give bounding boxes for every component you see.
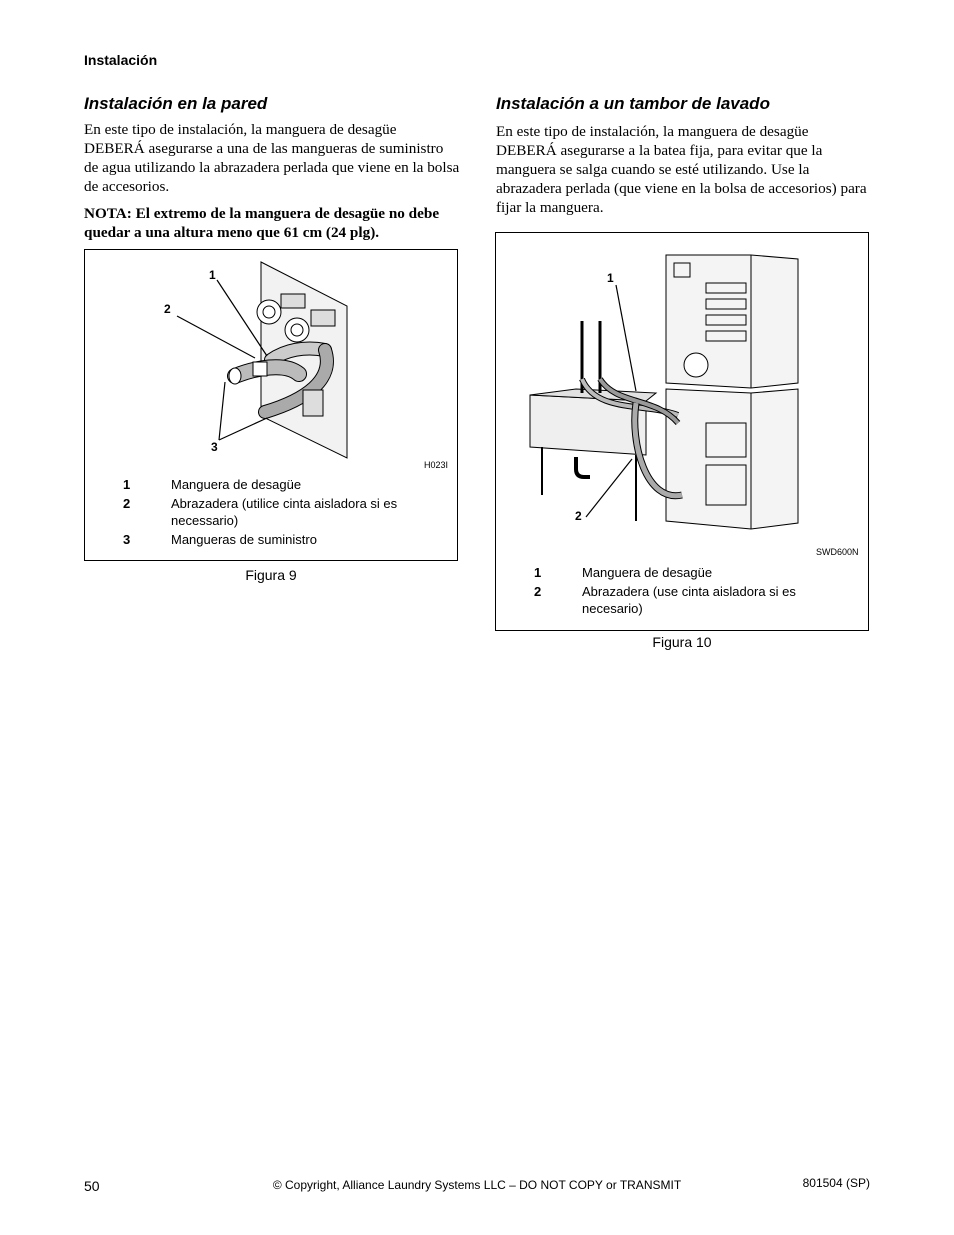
legend-number: 2	[123, 496, 131, 511]
left-note: NOTA: El extremo de la manguera de desagüe no debe quedar a una altura meno que 61 cm (24 plg).	[84, 205, 440, 241]
legend-row	[123, 476, 423, 493]
section-header: Instalación	[84, 52, 158, 68]
left-title: Instalación en la pared	[84, 94, 268, 113]
right-column	[496, 94, 870, 217]
legend-number: 1	[123, 477, 131, 492]
legend-number: 3	[123, 532, 131, 547]
figure-9-illustration	[85, 250, 457, 470]
figure-9-callout-3: 3	[211, 440, 218, 454]
figure-10-legend	[534, 564, 834, 619]
left-column	[84, 94, 460, 242]
legend-row	[123, 531, 423, 548]
right-paragraph: En este tipo de instalación, la manguera de desagüe DEBERÁ asegurarse a la batea fija, para evitar que la manguera se salga cuando se esté utilizando. Use la abrazadera perlada (que viene en la bolsa de accesorios) para fijar la manguera.	[496, 123, 867, 216]
legend-text: Abrazadera (utilice cinta aisladora si es necessario)	[171, 496, 398, 528]
legend-number: 2	[534, 584, 542, 599]
page-number: 50	[84, 1178, 100, 1194]
figure-9-legend	[123, 476, 423, 550]
figure-10-callout-1: 1	[607, 271, 614, 285]
legend-row	[123, 495, 423, 529]
document-number: 801504 (SP)	[802, 1176, 870, 1190]
figure-9-callout-1: 1	[209, 268, 216, 282]
figure-10-box	[495, 232, 869, 631]
figure-9-code: H023I	[424, 460, 449, 470]
figure-10-illustration	[496, 233, 868, 553]
figure-10-code: SWD600N	[816, 547, 859, 557]
copyright-notice: © Copyright, Alliance Laundry Systems LLC – DO NOT COPY or TRANSMIT	[272, 1178, 682, 1192]
figure-9-box	[84, 249, 458, 561]
legend-number: 1	[534, 565, 542, 580]
figure-9-caption: Figura 9	[245, 567, 297, 583]
legend-text: Manguera de desagüe	[582, 565, 713, 580]
legend-text: Abrazadera (use cinta aisladora si es necesario)	[582, 584, 796, 616]
legend-row	[534, 564, 834, 581]
figure-10-caption: Figura 10	[652, 634, 712, 650]
legend-text: Manguera de desagüe	[171, 477, 302, 492]
figure-9-callout-2: 2	[164, 302, 171, 316]
figure-10-callout-2: 2	[575, 509, 582, 523]
right-title: Instalación a un tambor de lavado	[496, 94, 770, 113]
legend-text: Mangueras de suministro	[171, 532, 317, 547]
left-paragraph: En este tipo de instalación, la manguera de desagüe DEBERÁ asegurarse a una de las mangueras de suministro de agua utilizando la abrazadera perlada que viene en la bolsa de accesorios.	[84, 121, 460, 195]
legend-row	[534, 583, 834, 617]
